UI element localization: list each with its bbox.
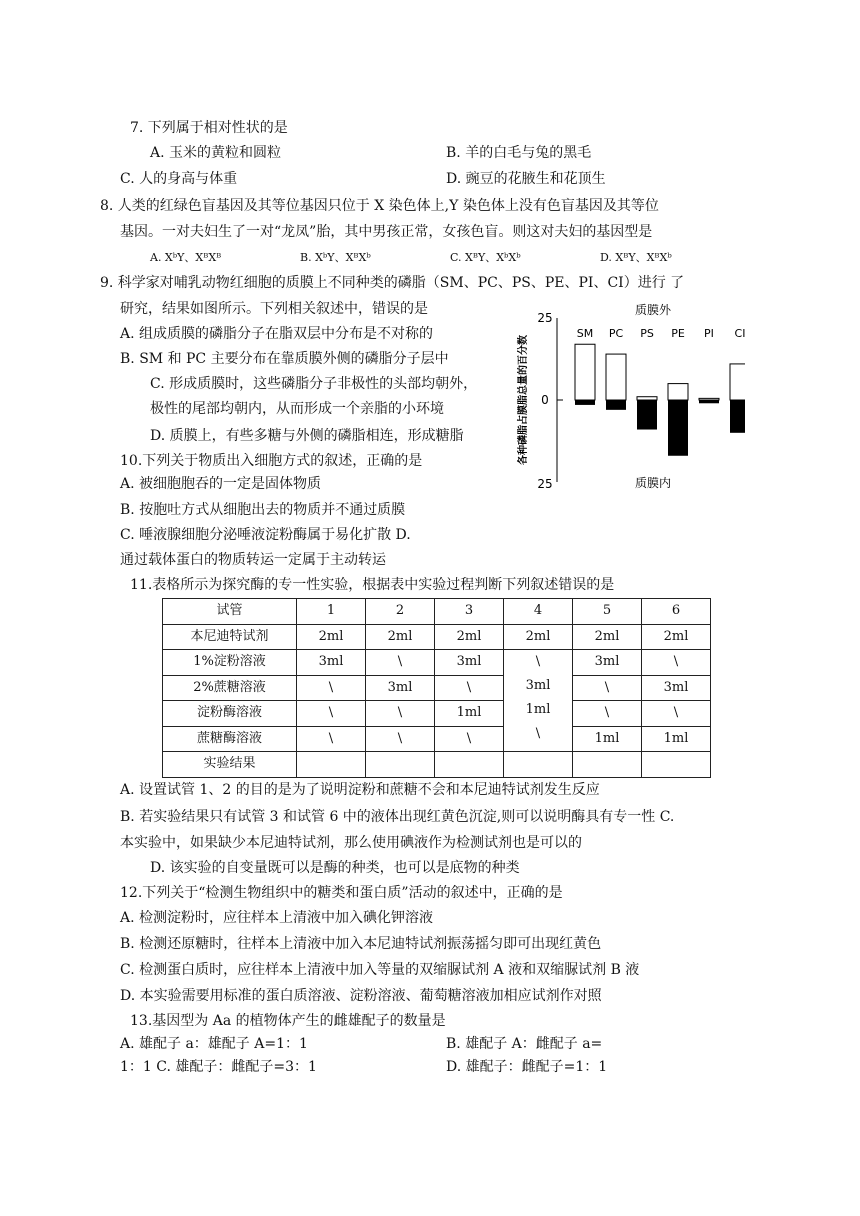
table-cell: 2ml xyxy=(504,624,573,650)
table-cell-merged xyxy=(504,650,573,752)
chart-bottom-label: 质膜内 xyxy=(634,476,672,490)
q7-option-a: A. 玉米的黄粒和圆粒 xyxy=(150,145,282,161)
chart-top-label: 质膜外 xyxy=(634,303,672,317)
q10-option-b: B. 按胞吐方式从细胞出去的物质并不通过质膜 xyxy=(120,502,406,518)
q13-option-a: A. 雄配子 a：雄配子 A=1：1 xyxy=(120,1036,308,1052)
table-cell: \ xyxy=(535,726,541,741)
q12-option-c: C. 检测蛋白质时，应往样本上清液中加入等量的双缩脲试剂 A 液和双缩脲试剂 B 液 xyxy=(120,962,640,978)
table-header-cell: 3 xyxy=(435,599,504,625)
experiment-table xyxy=(162,598,711,778)
table-cell: 1ml xyxy=(573,726,642,752)
table-cell xyxy=(435,752,504,778)
bar-outer xyxy=(730,364,745,400)
table-cell: 2ml xyxy=(366,624,435,650)
q8-option-a: A. XᵇY、XᴮXᴮ xyxy=(150,251,222,264)
y-axis-label: 各种磷脂占膜脂总量的百分数 xyxy=(518,335,529,465)
category-label: CI xyxy=(734,327,745,340)
category-label: PC xyxy=(608,327,624,340)
category-label: PE xyxy=(671,327,685,340)
q11-option-a: A. 设置试管 1、2 的目的是为了说明淀粉和蔗糖不会和本尼迪特试剂发生反应 xyxy=(120,782,600,798)
y-tick-top: 25 xyxy=(537,311,553,325)
q9-stem-line2: 研究，结果如图所示。下列相关叙述中，错误的是 xyxy=(120,301,428,317)
q7-stem: 7. 下列属于相对性状的是 xyxy=(130,120,288,136)
row-label: 蔗糖酶溶液 xyxy=(163,726,297,752)
table-cell: \ xyxy=(297,701,366,727)
q8-option-c: C. XᴮY、XᵇXᵇ xyxy=(450,251,521,264)
y-tick-bottom: 25 xyxy=(537,477,553,491)
table-cell: 3ml xyxy=(366,675,435,701)
table-header-cell: 6 xyxy=(642,599,711,625)
q8-stem-line2: 基因。一对夫妇生了一对“龙凤”胎，其中男孩正常，女孩色盲。则这对夫妇的基因型是 xyxy=(120,224,653,240)
row-label: 2%蔗糖溶液 xyxy=(163,675,297,701)
q12-stem: 12.下列关于“检测生物组织中的糖类和蛋白质”活动的叙述中，正确的是 xyxy=(120,885,563,901)
q11-stem: 11.表格所示为探究酶的专一性实验，根据表中实验过程判断下列叙述错误的是 xyxy=(130,577,615,593)
y-tick-zero: 0 xyxy=(541,393,549,407)
table-cell: 1ml xyxy=(642,726,711,752)
category-label: PI xyxy=(704,327,714,340)
q12-option-d: D. 本实验需要用标准的蛋白质溶液、淀粉溶液、葡萄糖溶液加相应试剂作对照 xyxy=(120,988,602,1004)
table-row xyxy=(163,675,711,701)
q9-option-d: D. 质膜上，有些多糖与外侧的磷脂相连，形成糖脂 xyxy=(150,428,464,444)
q8-option-b: B. XᵇY、XᴮXᵇ xyxy=(300,251,371,264)
q7-option-b: B. 羊的白毛与兔的黑毛 xyxy=(446,145,592,161)
q9-stem-line1: 9. 科学家对哺乳动物红细胞的质膜上不同种类的磷脂（SM、PC、PS、PE、PI、CI）进行 了 xyxy=(100,275,685,291)
q10-option-a: A. 被细胞胞吞的一定是固体物质 xyxy=(120,476,322,492)
table-row xyxy=(163,726,711,752)
table-cell: 3ml xyxy=(642,675,711,701)
q11-option-d: D. 该实验的自变量既可以是酶的种类，也可以是底物的种类 xyxy=(150,860,520,876)
table-cell xyxy=(573,752,642,778)
row-label: 实验结果 xyxy=(163,752,297,778)
q13-stem: 13.基因型为 Aa 的植物体产生的雌雄配子的数量是 xyxy=(130,1013,446,1029)
table-cell: \ xyxy=(366,650,435,676)
table-cell: \ xyxy=(366,701,435,727)
bar-inner xyxy=(730,400,745,433)
bar-outer xyxy=(668,384,688,400)
row-label: 淀粉酶溶液 xyxy=(163,701,297,727)
table-cell: \ xyxy=(535,654,541,669)
row-label: 本尼迪特试剂 xyxy=(163,624,297,650)
q9-option-a: A. 组成质膜的磷脂分子在脂双层中分布是不对称的 xyxy=(120,326,434,342)
table-row xyxy=(163,752,711,778)
table-cell xyxy=(642,752,711,778)
table-cell: 1ml xyxy=(525,702,551,717)
table-row xyxy=(163,701,711,727)
table-cell: \ xyxy=(573,701,642,727)
q10-stem: 10.下列关于物质出入细胞方式的叙述，正确的是 xyxy=(120,453,423,469)
table-cell: 3ml xyxy=(525,678,551,693)
table-header-cell: 2 xyxy=(366,599,435,625)
table-cell: 2ml xyxy=(435,624,504,650)
category-label: PS xyxy=(640,327,654,340)
bar-inner xyxy=(699,400,719,403)
category-label: SM xyxy=(576,327,594,340)
table-cell: 2ml xyxy=(642,624,711,650)
bar-outer xyxy=(575,344,595,400)
phospholipid-chart xyxy=(505,300,745,492)
q11-option-b: B. 若实验结果只有试管 3 和试管 6 中的液体出现红黄色沉淀,则可以说明酶具有专一性 C. xyxy=(120,809,675,825)
table-row xyxy=(163,650,711,676)
bar-inner xyxy=(637,400,657,430)
table-cell: 3ml xyxy=(573,650,642,676)
table-row xyxy=(163,624,711,650)
q7-option-c: C. 人的身高与体重 xyxy=(120,171,238,187)
table-cell: \ xyxy=(642,701,711,727)
table-cell xyxy=(297,752,366,778)
row-label: 1%淀粉溶液 xyxy=(163,650,297,676)
bar-inner xyxy=(575,400,595,405)
q8-stem-line1: 8. 人类的红绿色盲基因及其等位基因只位于 X 染色体上,Y 染色体上没有色盲基因及其等位 xyxy=(100,198,659,214)
q9-option-b: B. SM 和 PC 主要分布在靠质膜外侧的磷脂分子层中 xyxy=(120,351,449,367)
table-header-cell: 4 xyxy=(504,599,573,625)
bar-inner xyxy=(668,400,688,456)
table-cell: 3ml xyxy=(297,650,366,676)
table-cell: \ xyxy=(435,675,504,701)
q13-option-c: 1：1 C. 雄配子：雌配子=3：1 xyxy=(120,1059,317,1075)
q12-option-b: B. 检测还原糖时，往样本上清液中加入本尼迪特试剂振荡摇匀即可出现红黄色 xyxy=(120,936,602,952)
table-cell xyxy=(504,752,573,778)
table-cell: 1ml xyxy=(435,701,504,727)
table-cell xyxy=(366,752,435,778)
table-header-cell: 1 xyxy=(297,599,366,625)
q10-option-c: C. 唾液腺细胞分泌唾液淀粉酶属于易化扩散 D. xyxy=(120,527,411,543)
table-cell: \ xyxy=(297,675,366,701)
table-cell: \ xyxy=(435,726,504,752)
q12-option-a: A. 检测淀粉时，应往样本上清液中加入碘化钾溶液 xyxy=(120,910,434,926)
table-cell: \ xyxy=(297,726,366,752)
bar-inner xyxy=(606,400,626,410)
q7-option-d: D. 豌豆的花腋生和花顶生 xyxy=(446,171,606,187)
table-cell: \ xyxy=(573,675,642,701)
q13-option-d: D. 雄配子：雌配子=1：1 xyxy=(446,1059,608,1075)
table-cell: \ xyxy=(642,650,711,676)
q9-option-c-line1: C. 形成质膜时，这些磷脂分子非极性的头部均朝外， xyxy=(150,376,478,392)
q10-option-d: 通过载体蛋白的物质转运一定属于主动转运 xyxy=(120,552,386,568)
bar-outer xyxy=(699,398,719,400)
bar-outer xyxy=(606,354,626,400)
table-header-cell: 试管 xyxy=(163,599,297,625)
table-cell: \ xyxy=(366,726,435,752)
table-cell: 3ml xyxy=(435,650,504,676)
q9-option-c-line2: 极性的尾部均朝内，从而形成一个亲脂的小环境 xyxy=(150,401,444,417)
table-cell: 2ml xyxy=(297,624,366,650)
bar-outer xyxy=(637,397,657,400)
table-header-cell: 5 xyxy=(573,599,642,625)
table-header-row xyxy=(163,599,711,625)
table-cell: 2ml xyxy=(573,624,642,650)
q11-option-c: 本实验中，如果缺少本尼迪特试剂，那么使用碘液作为检测试剂也是可以的 xyxy=(120,835,582,851)
q13-option-b: B. 雄配子 A：雌配子 a= xyxy=(446,1036,603,1052)
q8-option-d: D. XᴮY、XᴮXᵇ xyxy=(600,251,672,264)
